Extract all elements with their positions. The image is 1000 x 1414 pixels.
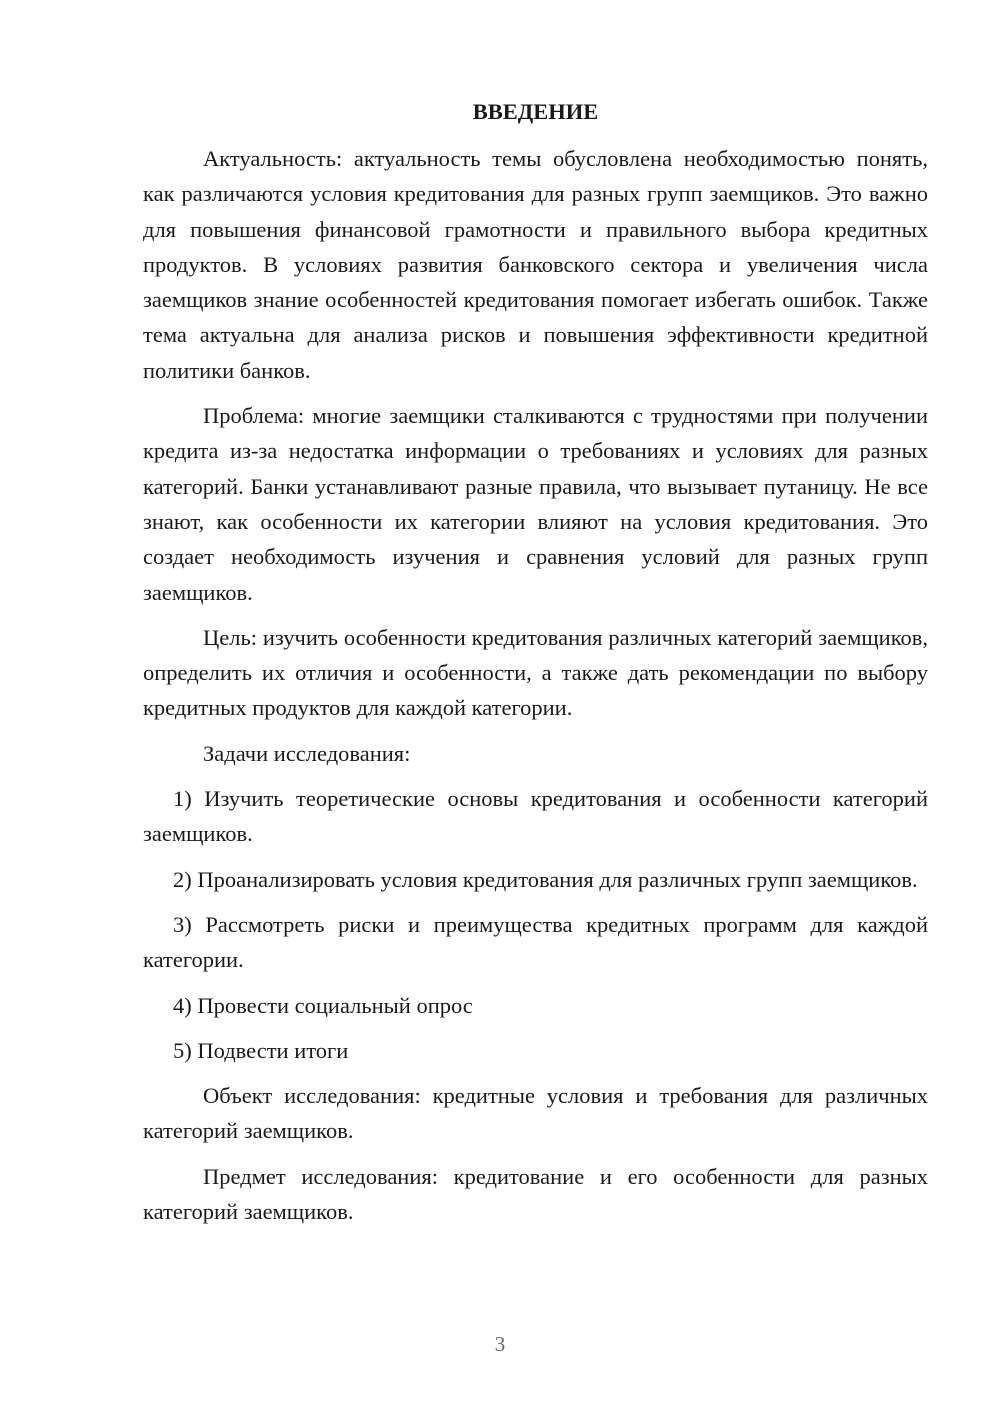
task-item-5: 5) Подвести итоги xyxy=(173,1037,349,1063)
page-title: ВВЕДЕНИЕ xyxy=(472,99,599,124)
paragraph-object: Объект исследования: кредитные условия и требования для различных категорий заемщиков. xyxy=(143,1083,928,1144)
document-page xyxy=(143,94,928,1239)
paragraph-problem: Проблема: многие заемщики сталкиваются с трудностями при получении кредита из-за недостатка информации о требованиях и условиях для разных категорий. Банки устанавливают разные правила, что вызывает путаницу. Не все знают, как особенности их категории влияют на условия кредитования. Это создает необходимость изучения и сравнения условий для разных групп заемщиков. xyxy=(143,403,928,605)
task-item-2: 2) Проанализировать условия кредитования для различных групп заемщиков. xyxy=(173,866,918,892)
paragraph-tasks-heading: Задачи исследования: xyxy=(203,740,411,766)
task-item-1: 1) Изучить теоретические основы кредитования и особенности категорий заемщиков. xyxy=(143,786,928,847)
paragraph-goal: Цель: изучить особенности кредитования различных категорий заемщиков, определить их отличия и особенности, а также дать рекомендации по выбору кредитных продуктов для каждой категории. xyxy=(143,624,928,721)
task-item-4: 4) Провести социальный опрос xyxy=(173,992,473,1018)
paragraph-relevance: Актуальность: актуальность темы обусловлена необходимостью понять, как различаются условия кредитования для разных групп заемщиков. Это важно для повышения финансовой грамотности и правильного выбора кредитных продуктов. В условиях развития банковского сектора и увеличения числа заемщиков знание особенностей кредитования помогает избегать ошибок. Также тема актуальна для анализа рисков и повышения эффективности кредитной политики банков. xyxy=(143,146,928,383)
paragraph-subject: Предмет исследования: кредитование и его особенности для разных категорий заемщиков. xyxy=(143,1163,928,1225)
page-number: 3 xyxy=(494,1332,506,1356)
task-item-3: 3) Рассмотреть риски и преимущества кредитных программ для каждой категории. xyxy=(143,911,928,973)
